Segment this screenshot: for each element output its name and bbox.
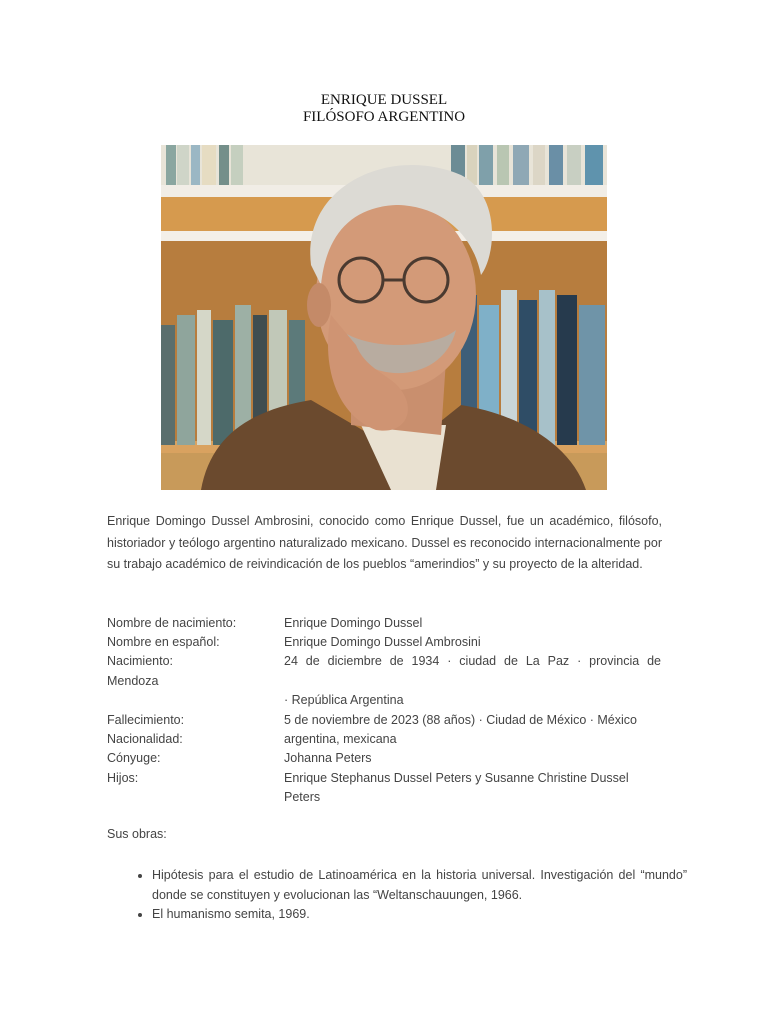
list-item: • El humanismo semita, 1969.: [152, 905, 687, 925]
birth-value-line3: · República Argentina: [284, 693, 404, 707]
children-label: Hijos:: [107, 771, 139, 785]
spanish-name-value: Enrique Domingo Dussel Ambrosini: [284, 635, 481, 649]
children-value-line2: Peters: [284, 790, 321, 804]
children-value-line1: Enrique Stephanus Dussel Peters y Susanne Christine Dussel: [284, 771, 629, 785]
birth-value-line2: Mendoza: [107, 674, 159, 688]
intro-paragraph: Enrique Domingo Dussel Ambrosini, conocido como Enrique Dussel, fue un académico, filósofo, historiador y teólogo argentino naturalizado mexicano. Dussel es reconocido internacionalmente por su trabajo académico de reivindicación de los pueblos “amerindios” y su proyecto de la alteridad.: [107, 514, 662, 571]
death-label: Fallecimiento:: [107, 713, 185, 727]
title-subtitle: FILÓSOFO ARGENTINO: [302, 109, 466, 125]
spouse-label: Cónyuge:: [107, 751, 161, 765]
nationality-label: Nacionalidad:: [107, 732, 183, 746]
list-item: • Hipótesis para el estudio de Latinoamérica en la historia universal. Investigación del “mundo” donde se constituyen y evolucionan las “Weltanschauungen, 1966.: [152, 866, 687, 905]
document-title: [0, 92, 768, 126]
spouse-value: Johanna Peters: [284, 751, 372, 765]
title-name: ENRIQUE DUSSEL: [320, 92, 448, 108]
works-list: [127, 866, 687, 925]
portrait-photo: [161, 145, 607, 490]
birth-label: Nacimiento:: [107, 654, 173, 668]
death-value: 5 de noviembre de 2023 (88 años) · Ciudad de México · México: [284, 713, 637, 727]
spanish-name-label: Nombre en español:: [107, 635, 220, 649]
birth-name-value: Enrique Domingo Dussel: [284, 616, 423, 630]
birth-name-label: Nombre de nacimiento:: [107, 616, 237, 630]
birth-value-line1: 24 de diciembre de 1934 · ciudad de La Paz · provincia de: [284, 654, 661, 668]
works-heading: Sus obras:: [107, 827, 167, 841]
nationality-value: argentina, mexicana: [284, 732, 397, 746]
